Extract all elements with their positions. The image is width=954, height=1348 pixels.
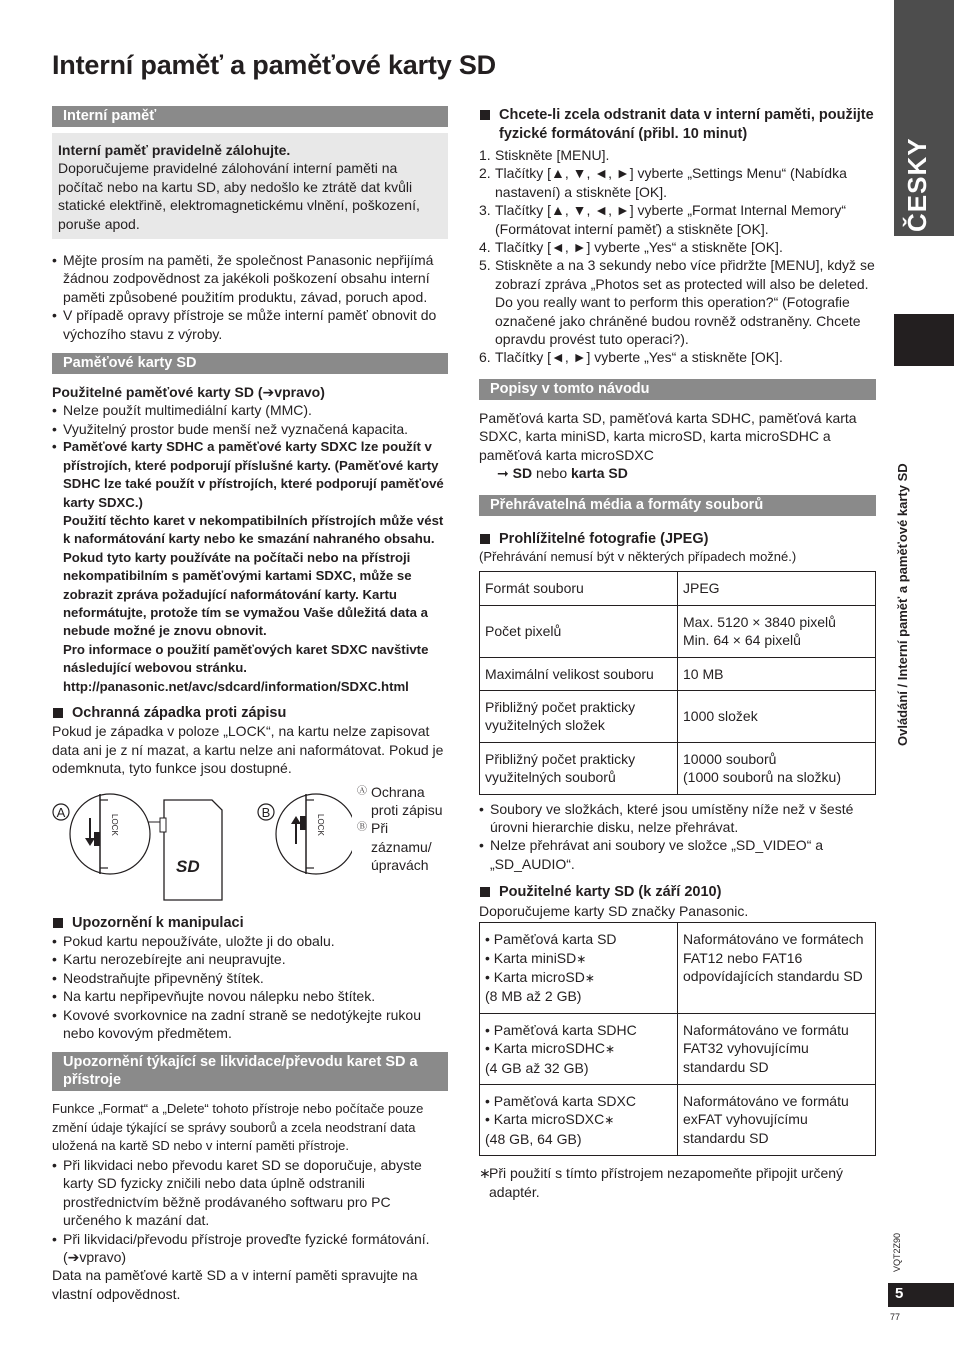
square-bullet-icon [53, 708, 63, 718]
sd-cards-bullets [52, 401, 448, 696]
media-header: Přehrávatelná média a formáty souborů [479, 495, 876, 516]
table-row [480, 657, 876, 690]
card-capacity: (4 GB až 32 GB) [485, 1059, 589, 1076]
card-type-text: • Karta microSDHC [485, 1040, 606, 1057]
abbrev-or: nebo [535, 465, 568, 482]
usable-sd-heading [479, 883, 876, 901]
caption-a [357, 783, 449, 820]
disposal-outro: Data na paměťové kartě SD a v interní paměti spravujte na vlastní odpovědnost. [52, 1267, 418, 1302]
language-tab [894, 0, 954, 236]
disposal-bullets [52, 1156, 448, 1266]
step-number: 3. [479, 202, 491, 219]
list-item [479, 348, 876, 366]
internal-memory-header: Interní paměť [52, 106, 448, 127]
table-cell: Naformátováno ve formátu FAT32 vyhovujícímu standardu SD [678, 1013, 876, 1084]
table-cell: Naformátováno ve formátu exFAT vyhovujícímu standardu SD [678, 1084, 876, 1155]
format-heading [479, 106, 876, 144]
descriptions-abbrev [479, 464, 876, 482]
jpeg-heading [479, 530, 876, 548]
caption-b [357, 819, 449, 874]
step-number: 6. [479, 349, 491, 366]
handling-bullets [52, 932, 448, 1042]
lock-switch-text: Pokud je západka v poloze „LOCK“, na kartu nelze zapisovat data ani je z ní mazat, a kartu nelze ani naformátovat. Pokud je odemknuta, tyto funkce jsou dostupné. [52, 723, 444, 777]
list-item: • Při likvidaci/převodu přístroje proveďte fyzické formátování. (➔vpravo) [52, 1230, 448, 1267]
table-cell [678, 605, 876, 657]
format-steps [479, 146, 876, 367]
handling-title: Upozornění k manipulaci [72, 914, 244, 931]
table-row [480, 1084, 876, 1155]
backup-note-title: Interní paměť pravidelně zálohujte. [58, 142, 291, 158]
usable-sd-title: Použitelné karty SD (k září 2010) [499, 884, 722, 901]
card-type-text: • Karta microSD [485, 968, 585, 985]
step-text: Tlačítky [◄, ►] vyberte „Yes“ a stiskněte [OK]. [495, 239, 783, 256]
square-bullet-icon [480, 887, 490, 897]
table-cell: Počet pixelů [480, 605, 678, 657]
handling-heading [52, 914, 448, 932]
step-text: Tlačítky [▲, ▼, ◄, ►] vyberte „Format Internal Memory“ (Formátovat interní paměť) a stiskněte [OK]. [495, 202, 847, 237]
descriptions-header: Popisy v tomto návodu [479, 379, 876, 400]
backup-note-box [52, 133, 448, 239]
media-bullets [479, 800, 876, 874]
table-row [480, 1013, 876, 1084]
asterisk-mark: ∗ [605, 1042, 616, 1057]
sd-card-lock-illustration [52, 788, 352, 908]
table-cell: Přibližný počet prakticky využitelných souborů [480, 742, 678, 794]
document-code: VQT2Z90 [892, 1232, 902, 1272]
abbrev-sd-card: karta SD [571, 465, 628, 482]
list-item: • Neodstraňujte připevněný štítek. [52, 969, 448, 987]
descriptions-text: Paměťová karta SD, paměťová karta SDHC, paměťová karta SDXC, karta miniSD, karta microSD, karta microSDHC a paměťová karta microSDXC [479, 409, 857, 463]
sd-card-table [479, 922, 876, 1156]
list-item: • Mějte prosím na paměti, že společnost Panasonic nepřijímá žádnou zodpovědnost za jakékoli poškození obsahu interní paměti způsobené použitím produktu, závad, poruch apod. [52, 251, 448, 306]
sdxc-url-link[interactable]: http://panasonic.net/avc/sdcard/information/SDXC.html [63, 678, 409, 694]
step-number: 5. [479, 257, 491, 274]
format-title: Chcete-li zcela odstranit data v interní paměti, použijte fyzické formátování (přibl. 10 minut) [499, 107, 874, 142]
footnote-text: Při použití s tímto přístrojem nezapomeňte připojit určený adaptér. [489, 1165, 844, 1200]
list-item: • Pokud kartu nepoužíváte, uložte ji do obalu. [52, 932, 448, 950]
sd-logo: SD [176, 856, 200, 876]
left-column [52, 106, 448, 1303]
disposal-intro: Funkce „Format“ a „Delete“ tohoto přístroje nebo počítače pouze změní údaje týkající se správy souborů a zcela neodstraní data uložená na kartě SD nebo v interní paměti přístroje. [52, 1101, 424, 1154]
list-item [52, 438, 448, 696]
card-type-text: • Karta miniSD [485, 949, 577, 966]
table-cell [480, 1013, 678, 1084]
footnote [479, 1164, 876, 1201]
table-cell: Formát souboru [480, 572, 678, 605]
asterisk-mark: ∗ [479, 1165, 491, 1182]
table-row [480, 572, 876, 605]
table-row [480, 742, 876, 794]
lock-label: LOCK [110, 813, 119, 836]
file-count: 10000 souborů [683, 750, 777, 767]
pixel-max: Max. 5120 × 3840 pixelů [683, 613, 836, 630]
square-bullet-icon [480, 534, 490, 544]
list-item: • Využitelný prostor bude menší než vyznačená kapacita. [52, 420, 448, 438]
sdxc-compat-text: Paměťové karty SDHC a paměťové karty SDXC lze použít v přístrojích, které podporují příslušné karty. (Paměťové karty SDHC lze také použít v přístrojích, které podporují paměťové karty SDXC.) [63, 439, 444, 510]
table-row [480, 691, 876, 743]
list-item [479, 146, 876, 164]
page-sub-number: 77 [890, 1312, 901, 1322]
list-item: • Kovové svorkovnice na zadní straně se nedotýkejte rukou nebo kovovým předmětem. [52, 1006, 448, 1043]
step-number: 2. [479, 165, 491, 182]
jpeg-title: Prohlížitelné fotografie (JPEG) [499, 530, 709, 547]
card-type: • Paměťová karta SDHC [485, 1021, 637, 1038]
table-cell: 1000 složek [678, 691, 876, 743]
sdxc-warning-text: Použití těchto karet v nekompatibilních přístrojích může vést k naformátování karty nebo ke smazání nahraného obsahu. [63, 512, 444, 547]
usable-sd-note: Doporučujeme karty SD značky Panasonic. [479, 902, 749, 919]
label-b: B [261, 804, 271, 820]
sdxc-format-text: Pokud tyto karty používáte na počítači nebo na přístroji nekompatibilním s paměťovými kartami SDXC, může se zobrazit zpráva požadující naformátování karty. Kartu neformátujte, protože tím se vymažou Vaše důležitá data a nebude možné je znovu obnovit. [63, 549, 428, 639]
asterisk-mark: ∗ [584, 970, 595, 985]
card-type [485, 949, 672, 968]
list-item: • Kartu nerozebírejte ani neupravujte. [52, 950, 448, 968]
abbrev-sd: SD [512, 465, 533, 482]
caption-a-mark: Ⓐ [357, 785, 367, 797]
card-capacity: (8 MB až 2 GB) [485, 988, 582, 1005]
square-bullet-icon [53, 918, 63, 928]
asterisk-mark: ∗ [576, 951, 587, 966]
disposal-header: Upozornění týkající se likvidace/převodu karet SD a přístroje [52, 1052, 448, 1091]
asterisk-mark: ∗ [604, 1113, 615, 1128]
card-type-text: • Karta microSDXC [485, 1111, 605, 1128]
list-item [479, 201, 876, 238]
card-type [485, 1039, 672, 1058]
pixel-min: Min. 64 × 64 pixelů [683, 632, 801, 649]
card-type [485, 968, 672, 987]
step-text: Stiskněte [MENU]. [495, 147, 610, 163]
step-text: Tlačítky [▲, ▼, ◄, ►] vyberte „Settings Menu“ (Nabídka nastavení) a stiskněte [OK]. [495, 165, 847, 200]
step-text: Stiskněte a na 3 sekundy nebo více přidržte [MENU], když se zobrazí zpráva „Photos set as protected will also be deleted. Do you really want to perform this operation?“ (Fotografie označené jako chráněné budou rovněž odstraněny. Chcete opravdu provést tuto operaci?). [495, 257, 875, 348]
table-cell [480, 1084, 678, 1155]
list-item [479, 256, 876, 348]
arrow-icon: ➞ [497, 465, 509, 482]
card-capacity: (48 GB, 64 GB) [485, 1130, 582, 1147]
file-per-folder: (1000 souborů na složku) [683, 769, 841, 786]
backup-note-text: Doporučujeme pravidelné zálohování interní paměti na počítač nebo na kartu SD, aby nedošlo ke ztrátě dat kvůli statické elektřině, elektromagnetickému vlnění, poškození, poruše apod. [58, 160, 420, 232]
page-number: 5 [895, 1285, 904, 1302]
lock-switch-heading [52, 704, 448, 722]
list-item: • Na kartu nepřipevňujte novou nálepku nebo štítek. [52, 987, 448, 1005]
section-side-label: Ovládání / Interní paměť a paměťové karty SD [895, 463, 910, 746]
lock-switch-title: Ochranná západka proti zápisu [72, 704, 287, 721]
card-type: • Paměťová karta SDXC [485, 1092, 636, 1109]
table-row [480, 605, 876, 657]
list-item [479, 238, 876, 256]
caption-b-text: Při záznamu/ úpravách [371, 820, 432, 874]
internal-memory-bullets [52, 251, 448, 343]
lock-caption [357, 783, 449, 875]
lock-switch-figure [52, 783, 448, 910]
table-cell: Přibližný počet prakticky využitelných složek [480, 691, 678, 743]
table-cell: Maximální velikost souboru [480, 657, 678, 690]
table-cell: JPEG [678, 572, 876, 605]
list-item [479, 164, 876, 201]
step-number: 1. [479, 147, 491, 163]
section-marker [894, 314, 954, 366]
table-cell: Naformátováno ve formátech FAT12 nebo FAT16 odpovídajících standardu SD [678, 923, 876, 1014]
table-cell [480, 923, 678, 1014]
language-label: ČESKY [902, 137, 932, 232]
sd-cards-header: Paměťové karty SD [52, 353, 448, 374]
list-item: • Soubory ve složkách, které jsou umístěny níže než v šesté úrovni hierarchie disku, nelze přehrávat. [479, 800, 876, 837]
step-text: Tlačítky [◄, ►] vyberte „Yes“ a stiskněte [OK]. [495, 349, 783, 366]
label-a: A [56, 804, 66, 820]
sdxc-info-text: Pro informace o použití paměťových karet SDXC navštivte následující webovou stránku. [63, 641, 429, 676]
caption-b-mark: Ⓑ [357, 822, 367, 834]
jpeg-spec-table [479, 571, 876, 794]
jpeg-note: (Přehrávání nemusí být v některých případech možné.) [479, 548, 797, 564]
step-number: 4. [479, 239, 491, 256]
table-cell: 10 MB [678, 657, 876, 690]
right-column [479, 106, 876, 1201]
list-item: • V případě opravy přístroje se může interní paměť obnovit do výchozího stavu z výroby. [52, 306, 448, 343]
card-type: • Paměťová karta SD [485, 931, 617, 948]
table-row [480, 923, 876, 1014]
list-item: • Nelze přehrávat ani soubory ve složce „SD_VIDEO“ a „SD_AUDIO“. [479, 836, 876, 873]
list-item: • Při likvidaci nebo převodu karet SD se doporučuje, abyste karty SD fyzicky zničili nebo data úplně odstranili prostřednictvím běžně prodávaného softwaru pro PC určeného k mazání dat. [52, 1156, 448, 1230]
usable-cards-title: Použitelné paměťové karty SD (➔vpravo) [52, 384, 325, 401]
square-bullet-icon [480, 110, 490, 120]
table-cell [678, 742, 876, 794]
caption-a-text: Ochrana proti zápisu [371, 783, 443, 818]
card-type [485, 1110, 672, 1129]
lock-label: LOCK [316, 813, 325, 836]
page-title: Interní paměť a paměťové karty SD [52, 50, 496, 80]
list-item: • Nelze použít multimediální karty (MMC). [52, 401, 448, 419]
